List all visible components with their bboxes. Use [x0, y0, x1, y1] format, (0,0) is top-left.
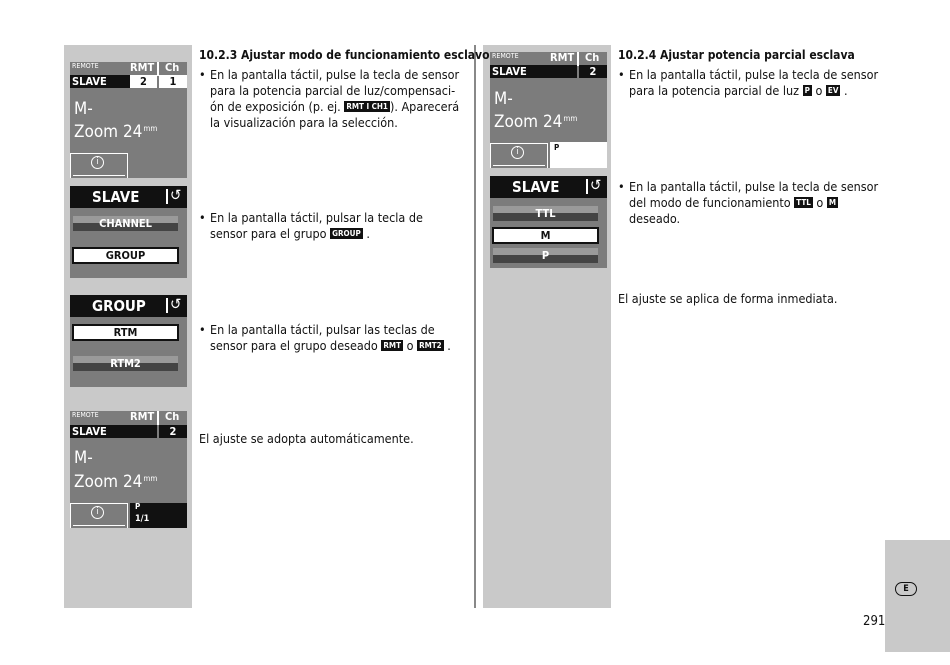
screen-slave-mode-menu: [490, 176, 607, 268]
left-result: El ajuste se adopta automáticamente.: [199, 431, 414, 446]
back-icon[interactable]: ↺: [590, 176, 602, 194]
ev-key: EV: [827, 86, 839, 95]
info-icon: i: [91, 156, 104, 169]
p-key: P: [804, 86, 810, 95]
left-step-3: • En la pantalla táctil, pulsar las teclas de sensor para el grupo deseado RMT o RMT2 .: [199, 322, 467, 354]
mode-line: M-: [74, 448, 93, 468]
language-badge: E: [895, 582, 917, 596]
menu-item-channel[interactable]: CHANNEL: [73, 216, 178, 231]
title-separator: [586, 179, 588, 194]
menu-item-ttl[interactable]: TTL: [493, 206, 598, 221]
ch-header: Ch: [585, 52, 600, 64]
menu-item-rtm2[interactable]: RTM2: [73, 356, 178, 371]
slave-mode-bar: SLAVE: [490, 65, 550, 78]
rmt-ch1-key: RMT I CH1: [346, 102, 388, 111]
menu-item-p[interactable]: P: [493, 248, 598, 263]
page-number: 291: [863, 614, 886, 629]
remote-label: REMOTE: [72, 62, 99, 70]
menu-title-bar: [490, 176, 607, 198]
power-label: P: [135, 502, 141, 511]
rmt-header: RMT: [130, 62, 155, 74]
menu-title-bar: [70, 295, 187, 317]
info-icon: i: [91, 506, 104, 519]
info-button[interactable]: [70, 153, 128, 178]
info-button[interactable]: [70, 503, 128, 528]
section-heading-10-2-3: 10.2.3 Ajustar modo de funcionamiento esclavo: [199, 48, 490, 62]
info-button[interactable]: [490, 143, 548, 168]
info-underline: [73, 175, 125, 176]
info-icon: i: [511, 146, 524, 159]
rmt-value-empty[interactable]: [130, 425, 157, 438]
screen-remote-slave-2: [70, 411, 187, 528]
info-underline: [73, 525, 125, 526]
left-step-2: • En la pantalla táctil, pulsar la tecla de sensor para el grupo GROUP .: [199, 210, 461, 242]
menu-title: GROUP: [92, 297, 146, 315]
mode-line: M-: [494, 89, 513, 109]
power-button[interactable]: [550, 142, 607, 168]
power-button[interactable]: [130, 503, 187, 528]
header-separator: [577, 52, 579, 66]
screen-remote-slave-3: [490, 52, 607, 168]
right-step-1: • En la pantalla táctil, pulse la tecla de sensor para la potencia parcial de luz P o EV .: [618, 67, 886, 99]
rmt2-key: RMT2: [419, 341, 442, 350]
ch-header: Ch: [165, 62, 180, 74]
menu-title: SLAVE: [512, 178, 560, 196]
section-heading-10-2-4: 10.2.4 Ajustar potencia parcial esclava: [618, 48, 855, 62]
ttl-key: TTL: [796, 198, 811, 207]
ch-header: Ch: [165, 411, 180, 423]
rmt-value-empty[interactable]: [550, 65, 577, 78]
info-underline: [493, 165, 545, 166]
menu-title: SLAVE: [92, 188, 140, 206]
group-key: GROUP: [332, 229, 361, 238]
screen-group-menu: [70, 295, 187, 387]
zoom-readout: Zoom $24^{mm}$: [74, 122, 158, 142]
back-icon[interactable]: ↺: [170, 295, 182, 313]
menu-item-rtm[interactable]: RTM: [72, 324, 179, 341]
title-separator: [166, 298, 168, 313]
right-step-2: • En la pantalla táctil, pulse la tecla de sensor del modo de funcionamiento TTL o M deseado.: [618, 179, 880, 227]
menu-item-group[interactable]: GROUP: [72, 247, 179, 264]
m-key: M: [828, 198, 837, 207]
title-separator: [166, 189, 168, 204]
menu-title-bar: [70, 186, 187, 208]
right-result: El ajuste se aplica de forma inmediata.: [618, 291, 838, 306]
slave-mode-bar: SLAVE: [70, 425, 130, 438]
rmt-key: RMT: [383, 341, 402, 350]
zoom-readout: Zoom $24^{mm}$: [494, 112, 578, 132]
header-separator: [157, 62, 159, 76]
power-label: P: [554, 143, 560, 152]
power-value: 1/1: [135, 514, 150, 524]
zoom-readout: Zoom $24^{mm}$: [74, 472, 158, 492]
rmt-value-button[interactable]: 2: [130, 75, 157, 88]
slave-mode-bar: SLAVE: [70, 75, 130, 88]
header-separator: [157, 411, 159, 425]
rmt-header: RMT: [130, 411, 155, 423]
screen-remote-slave-1: [70, 62, 187, 178]
back-icon[interactable]: ↺: [170, 186, 182, 204]
left-step-1: • En la pantalla táctil, pulse la tecla de sensor para la potencia parcial de luz/compensaci-ón de exposición (p. ej. RMT I CH1 ). Aparecerá la visualización para la selección.: [199, 67, 461, 131]
remote-label: REMOTE: [492, 52, 519, 60]
screen-slave-menu: [70, 186, 187, 278]
remote-label: REMOTE: [72, 411, 99, 419]
ch-value-button[interactable]: 2: [579, 65, 607, 78]
mode-line: M-: [74, 99, 93, 119]
language-tab: [885, 540, 950, 652]
ch-value-button[interactable]: 2: [159, 425, 187, 438]
ch-value-button[interactable]: 1: [159, 75, 187, 88]
column-divider: [474, 45, 476, 608]
menu-item-m[interactable]: M: [492, 227, 599, 244]
rmt-header: RMT: [550, 52, 575, 64]
